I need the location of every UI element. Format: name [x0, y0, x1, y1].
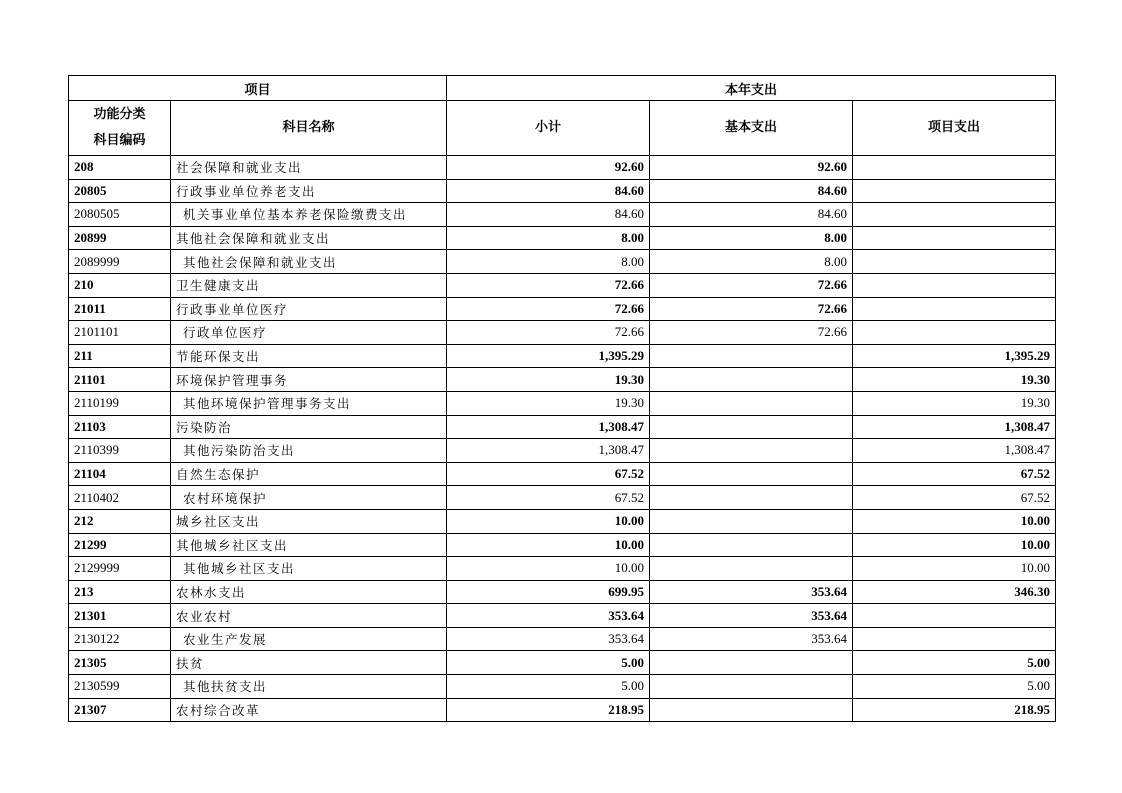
basic-cell [650, 533, 853, 557]
table-row [69, 156, 1056, 180]
header-project-expense: 项目支出 [853, 101, 1056, 156]
code-cell: 210 [69, 273, 171, 297]
basic-cell: 84.60 [650, 203, 853, 227]
name-cell: 卫生健康支出 [171, 273, 447, 297]
subtotal-cell: 10.00 [447, 509, 650, 533]
basic-cell [650, 675, 853, 699]
table-row [69, 698, 1056, 722]
table-row [69, 273, 1056, 297]
basic-cell [650, 651, 853, 675]
code-cell: 2089999 [69, 250, 171, 274]
project-cell: 5.00 [853, 651, 1056, 675]
name-cell: 行政事业单位养老支出 [171, 179, 447, 203]
project-cell: 1,308.47 [853, 415, 1056, 439]
name-cell: 农村综合改革 [171, 698, 447, 722]
project-cell: 10.00 [853, 533, 1056, 557]
basic-cell [650, 344, 853, 368]
subtotal-cell: 10.00 [447, 533, 650, 557]
subtotal-cell: 67.52 [447, 486, 650, 510]
header-subject-name: 科目名称 [171, 101, 447, 156]
project-cell: 346.30 [853, 580, 1056, 604]
header-row-2 [69, 101, 1056, 156]
basic-cell [650, 368, 853, 392]
subtotal-cell: 1,308.47 [447, 415, 650, 439]
name-cell: 其他环境保护管理事务支出 [171, 391, 447, 415]
header-basic: 基本支出 [650, 101, 853, 156]
name-cell: 节能环保支出 [171, 344, 447, 368]
project-cell: 5.00 [853, 675, 1056, 699]
project-cell [853, 226, 1056, 250]
table-row [69, 368, 1056, 392]
project-cell [853, 250, 1056, 274]
subtotal-cell: 10.00 [447, 557, 650, 581]
project-cell [853, 627, 1056, 651]
table-row [69, 439, 1056, 463]
name-cell: 扶贫 [171, 651, 447, 675]
code-cell: 20899 [69, 226, 171, 250]
subtotal-cell: 1,395.29 [447, 344, 650, 368]
code-cell: 2101101 [69, 321, 171, 345]
project-cell [853, 297, 1056, 321]
code-cell: 21011 [69, 297, 171, 321]
name-cell: 其他社会保障和就业支出 [171, 250, 447, 274]
subtotal-cell: 353.64 [447, 627, 650, 651]
subtotal-cell: 92.60 [447, 156, 650, 180]
subtotal-cell: 8.00 [447, 226, 650, 250]
subtotal-cell: 84.60 [447, 179, 650, 203]
basic-cell: 84.60 [650, 179, 853, 203]
table-row [69, 462, 1056, 486]
subtotal-cell: 353.64 [447, 604, 650, 628]
name-cell: 其他污染防治支出 [171, 439, 447, 463]
project-cell [853, 203, 1056, 227]
name-cell: 其他城乡社区支出 [171, 533, 447, 557]
name-cell: 其他社会保障和就业支出 [171, 226, 447, 250]
subtotal-cell: 72.66 [447, 321, 650, 345]
header-code-line1: 功能分类 [93, 107, 146, 122]
basic-cell: 8.00 [650, 250, 853, 274]
project-cell: 67.52 [853, 486, 1056, 510]
project-cell: 19.30 [853, 368, 1056, 392]
code-cell: 212 [69, 509, 171, 533]
name-cell: 社会保障和就业支出 [171, 156, 447, 180]
basic-cell: 353.64 [650, 580, 853, 604]
header-code-line2: 科目编码 [93, 133, 146, 148]
table-row [69, 226, 1056, 250]
subtotal-cell: 5.00 [447, 675, 650, 699]
subtotal-cell: 72.66 [447, 297, 650, 321]
name-cell: 环境保护管理事务 [171, 368, 447, 392]
project-cell [853, 273, 1056, 297]
project-cell: 10.00 [853, 557, 1056, 581]
subtotal-cell: 5.00 [447, 651, 650, 675]
project-cell [853, 179, 1056, 203]
basic-cell: 353.64 [650, 604, 853, 628]
code-cell: 21101 [69, 368, 171, 392]
table-row [69, 651, 1056, 675]
table-row [69, 179, 1056, 203]
name-cell: 其他扶贫支出 [171, 675, 447, 699]
name-cell: 城乡社区支出 [171, 509, 447, 533]
basic-cell: 72.66 [650, 297, 853, 321]
table-row [69, 297, 1056, 321]
basic-cell [650, 698, 853, 722]
header-subtotal: 小计 [447, 101, 650, 156]
subtotal-cell: 218.95 [447, 698, 650, 722]
table-row [69, 486, 1056, 510]
code-cell: 21307 [69, 698, 171, 722]
code-cell: 208 [69, 156, 171, 180]
code-cell: 20805 [69, 179, 171, 203]
table-row [69, 321, 1056, 345]
basic-cell: 8.00 [650, 226, 853, 250]
subtotal-cell: 699.95 [447, 580, 650, 604]
code-cell: 2129999 [69, 557, 171, 581]
table-row [69, 415, 1056, 439]
table-row [69, 391, 1056, 415]
name-cell: 农林水支出 [171, 580, 447, 604]
name-cell: 其他城乡社区支出 [171, 557, 447, 581]
project-cell [853, 156, 1056, 180]
table-row [69, 344, 1056, 368]
budget-expense-table [68, 75, 1056, 722]
header-code [69, 101, 171, 156]
code-cell: 21104 [69, 462, 171, 486]
code-cell: 21305 [69, 651, 171, 675]
project-cell: 67.52 [853, 462, 1056, 486]
table-row [69, 627, 1056, 651]
subtotal-cell: 84.60 [447, 203, 650, 227]
basic-cell: 353.64 [650, 627, 853, 651]
table-row [69, 533, 1056, 557]
name-cell: 污染防治 [171, 415, 447, 439]
name-cell: 农村环境保护 [171, 486, 447, 510]
basic-cell: 92.60 [650, 156, 853, 180]
code-cell: 21299 [69, 533, 171, 557]
table-row [69, 604, 1056, 628]
project-cell [853, 604, 1056, 628]
subtotal-cell: 67.52 [447, 462, 650, 486]
code-cell: 213 [69, 580, 171, 604]
name-cell: 机关事业单位基本养老保险缴费支出 [171, 203, 447, 227]
name-cell: 自然生态保护 [171, 462, 447, 486]
subtotal-cell: 8.00 [447, 250, 650, 274]
subtotal-cell: 1,308.47 [447, 439, 650, 463]
code-cell: 2130599 [69, 675, 171, 699]
project-cell: 10.00 [853, 509, 1056, 533]
basic-cell: 72.66 [650, 273, 853, 297]
subtotal-cell: 19.30 [447, 368, 650, 392]
basic-cell [650, 462, 853, 486]
code-cell: 2080505 [69, 203, 171, 227]
name-cell: 行政事业单位医疗 [171, 297, 447, 321]
header-row-1 [69, 76, 1056, 101]
header-project: 项目 [69, 76, 447, 101]
subtotal-cell: 72.66 [447, 273, 650, 297]
table-row [69, 250, 1056, 274]
code-cell: 21301 [69, 604, 171, 628]
name-cell: 农业农村 [171, 604, 447, 628]
basic-cell [650, 557, 853, 581]
basic-cell: 72.66 [650, 321, 853, 345]
basic-cell [650, 439, 853, 463]
project-cell: 218.95 [853, 698, 1056, 722]
name-cell: 农业生产发展 [171, 627, 447, 651]
header-year-expense: 本年支出 [447, 76, 1056, 101]
code-cell: 2110199 [69, 391, 171, 415]
table-row [69, 580, 1056, 604]
project-cell: 1,308.47 [853, 439, 1056, 463]
table-row [69, 557, 1056, 581]
code-cell: 21103 [69, 415, 171, 439]
project-cell [853, 321, 1056, 345]
basic-cell [650, 486, 853, 510]
table-row [69, 203, 1056, 227]
code-cell: 2110402 [69, 486, 171, 510]
table-row [69, 509, 1056, 533]
code-cell: 2130122 [69, 627, 171, 651]
code-cell: 211 [69, 344, 171, 368]
project-cell: 19.30 [853, 391, 1056, 415]
subtotal-cell: 19.30 [447, 391, 650, 415]
code-cell: 2110399 [69, 439, 171, 463]
table-row [69, 675, 1056, 699]
basic-cell [650, 391, 853, 415]
basic-cell [650, 415, 853, 439]
project-cell: 1,395.29 [853, 344, 1056, 368]
name-cell: 行政单位医疗 [171, 321, 447, 345]
basic-cell [650, 509, 853, 533]
